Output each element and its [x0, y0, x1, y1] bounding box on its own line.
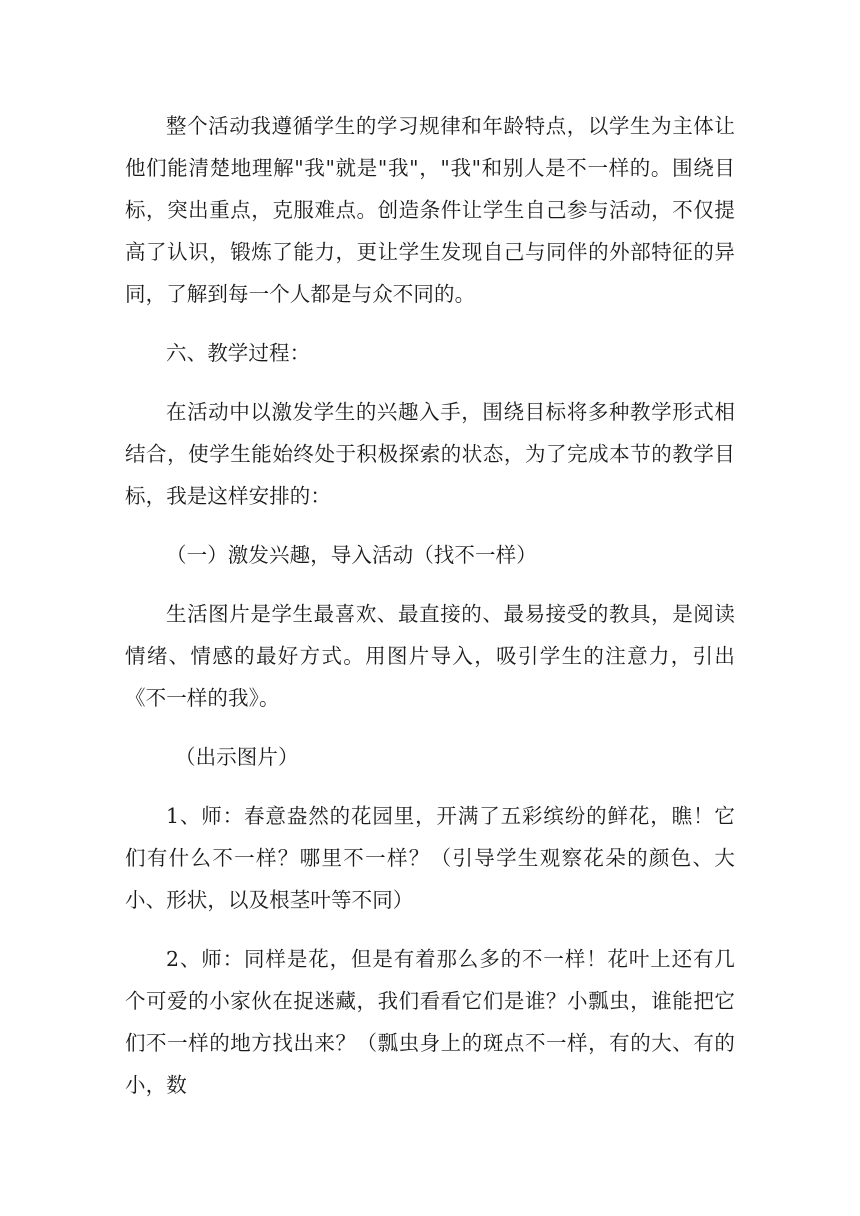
- paragraph-step-2-ladybugs: 2、师：同样是花，但是有着那么多的不一样！花叶上还有几个可爱的小家伙在捉迷藏，我们看看它们是谁？小瓢虫，谁能把它们不一样的地方找出来？（瓢虫身上的斑点不一样，有的大、有的小，数: [125, 947, 735, 1097]
- subheading-stimulate-interest: （一）激发兴趣，导入活动（找不一样）: [166, 543, 537, 567]
- paragraph-activity-summary: 整个活动我遵循学生的学习规律和年龄特点，以学生为主体让他们能清楚地理解"我"就是"我"，"我"和别人是不一样的。围绕目标，突出重点，克服难点。创造条件让学生自己参与活动，不仅提高了认识，锻炼了能力，更让学生发现自己与同伴的外部特征的异同，了解到每一个人都是与众不同的。: [125, 114, 735, 306]
- section-heading-teaching-process: 六、教学过程：: [166, 341, 311, 365]
- document-body: [125, 105, 735, 1123]
- paragraph-process-intro: 在活动中以激发学生的兴趣入手，围绕目标将多种教学形式相结合，使学生能始终处于积极探索的状态，为了完成本节的教学目标，我是这样安排的：: [125, 400, 735, 508]
- paragraph-show-picture: （出示图片）: [175, 745, 299, 769]
- paragraph-step-1-flowers: 1、师：春意盎然的花园里，开满了五彩缤纷的鲜花，瞧！它们有什么不一样？哪里不一样？（引导学生观察花朵的颜色、大小、形状，以及根茎叶等不同）: [125, 804, 735, 912]
- paragraph-picture-introduction: 生活图片是学生最喜欢、最直接的、最易接受的教具，是阅读情绪、情感的最好方式。用图片导入，吸引学生的注意力，引出《不一样的我》。: [125, 602, 735, 710]
